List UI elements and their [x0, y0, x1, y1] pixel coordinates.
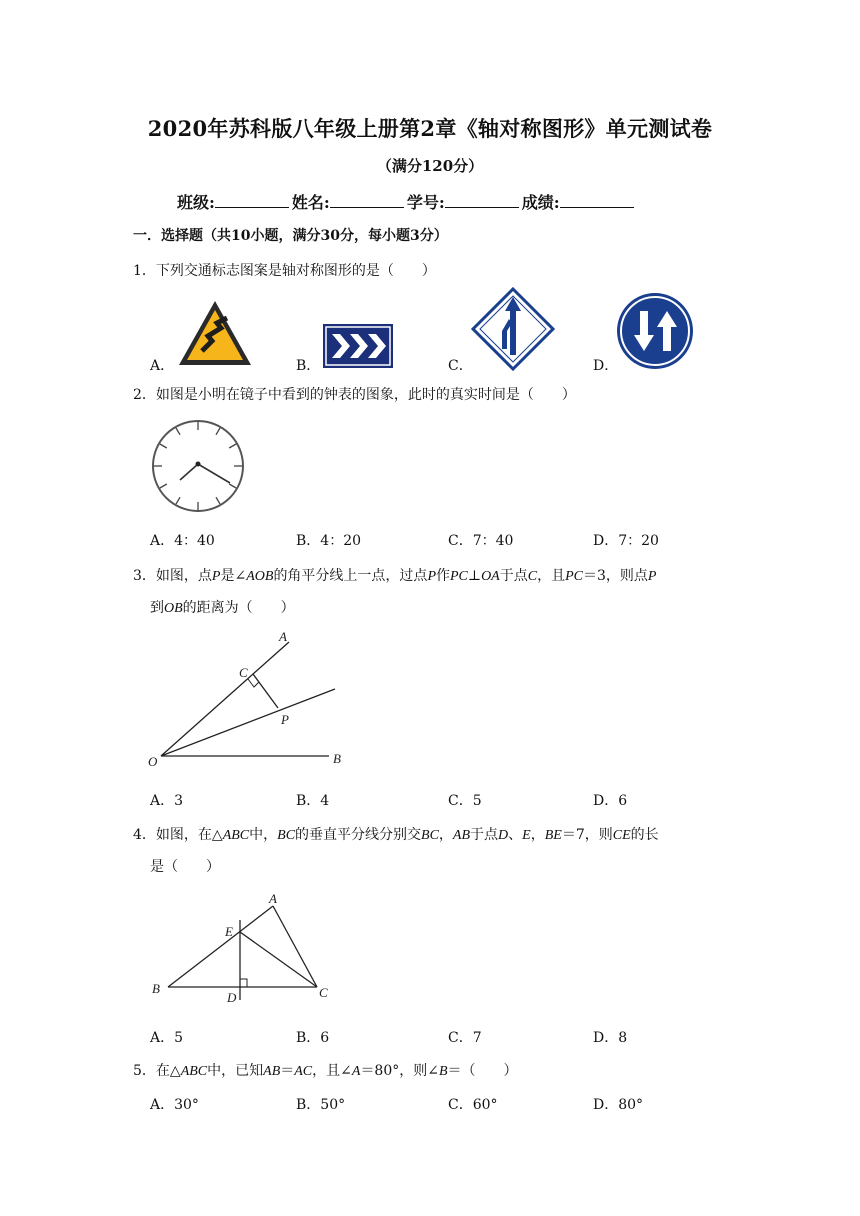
q5-option-a: A．30° [150, 1097, 199, 1113]
q4-sep: 、 [508, 827, 523, 843]
question-4-line-2: 是（ ） [150, 859, 220, 875]
q3-var: C [527, 569, 538, 584]
diagram-label-p: P [281, 712, 289, 727]
section-heading: 一．选择题（共10小题，满分30分，每小题3分） [133, 228, 448, 244]
warning-zigzag-sign-icon [176, 298, 254, 368]
page-title: 2020年苏科版八年级上册第2章《轴对称图形》单元测试卷 [147, 116, 713, 141]
diagram-label-a: A [279, 629, 287, 644]
diagram-label-b: B [152, 981, 160, 996]
q4-t4: ， [438, 827, 453, 843]
q4-t3: 的垂直平分线分别交 [295, 827, 422, 843]
mirror-clock-icon [150, 418, 246, 514]
question-4-line-1 [133, 824, 659, 844]
q4-var: D [498, 828, 509, 843]
q4-var: BC [277, 828, 296, 843]
q4-var: BC [421, 828, 439, 843]
q3-t1: 3．如图，点 [133, 568, 212, 584]
q4-option-c: C．7 [448, 1030, 482, 1046]
q5-var: B [438, 1064, 448, 1079]
q5-option-b: B．50° [296, 1097, 346, 1113]
q2-option-b: B．4：20 [296, 533, 362, 549]
question-3-line-1 [133, 565, 656, 585]
q3-option-c: C．5 [448, 793, 482, 809]
q5-t2: 中，已知 [207, 1063, 264, 1079]
q4-var: AB [452, 828, 471, 843]
class-label: 班级: [177, 193, 215, 212]
id-label: 学号: [406, 193, 445, 212]
angle-bisector-diagram [145, 626, 355, 772]
q5-t3: ，且∠ [312, 1063, 352, 1079]
q3-var: P [427, 569, 436, 584]
diagram-label-c: C [319, 985, 328, 1000]
q5-option-d: D．80° [593, 1097, 644, 1113]
q3-var: OA [481, 569, 500, 584]
q3-option-d: D．6 [593, 793, 628, 809]
q3-perp: ⊥ [467, 568, 482, 584]
q5-var: ABC [180, 1064, 208, 1079]
student-info-line [177, 190, 637, 213]
q3-option-b: B．4 [296, 793, 330, 809]
q3-var: AOB [246, 569, 274, 584]
q2-option-c: C．7：40 [448, 533, 514, 549]
triangle-perpendicular-bisector-diagram [148, 890, 338, 1008]
score-blank [560, 192, 634, 208]
question-1-text: 1．下列交通标志图案是轴对称图形的是（ ） [133, 263, 436, 279]
q5-var: AB [263, 1064, 281, 1079]
q4-t2: 中， [249, 827, 278, 843]
q3-var: OB [164, 601, 183, 616]
q3-t5: 于点 [499, 568, 528, 584]
q4-option-b: B．6 [296, 1030, 330, 1046]
q3-var: P [211, 569, 221, 584]
q3-var: PC [450, 569, 468, 584]
diagram-label-c: C [239, 665, 248, 680]
id-blank [445, 192, 519, 208]
class-blank [215, 192, 289, 208]
q1-option-d: D． [593, 358, 619, 374]
q4-var: E [522, 828, 531, 843]
diagram-label-e: E [225, 924, 233, 939]
q4-t8: 的长 [630, 827, 659, 843]
q4-var: ABC [222, 828, 250, 843]
q3-option-a: A．3 [150, 793, 184, 809]
q4-option-d: D．8 [593, 1030, 628, 1046]
q3-t6: ，且 [537, 568, 566, 584]
question-5-text [133, 1060, 518, 1080]
question-3-line-2 [150, 597, 295, 617]
diagram-label-o: O [148, 754, 158, 769]
name-blank [330, 192, 404, 208]
q3-t9: 的距离为（ ） [182, 600, 295, 616]
name-label: 姓名: [291, 193, 330, 212]
q3-t3: 的角平分线上一点，过点 [273, 568, 428, 584]
q3-t4: 作 [436, 568, 450, 584]
q3-var: PC [565, 569, 583, 584]
q4-option-a: A．5 [150, 1030, 184, 1046]
chevron-sign-icon [323, 324, 393, 368]
diagram-label-a: A [269, 891, 277, 906]
q4-t1: 4．如图，在△ [133, 827, 223, 843]
q4-t5: 于点 [470, 827, 499, 843]
q2-option-a: A．4：40 [150, 533, 215, 549]
q5-eq: ＝ [280, 1063, 295, 1079]
diagram-label-d: D [227, 990, 237, 1005]
merge-sign-icon [471, 287, 555, 371]
q5-t5: ＝（ ） [447, 1063, 518, 1079]
q3-var: P [647, 569, 657, 584]
q5-t1: 5．在△ [133, 1063, 181, 1079]
two-way-arrows-sign-icon [615, 291, 695, 371]
q3-t7: ＝3，则点 [582, 568, 648, 584]
score-label: 成绩: [521, 193, 560, 212]
q4-var: CE [612, 828, 631, 843]
q5-var: A [351, 1064, 361, 1079]
q4-t6: ， [530, 827, 545, 843]
question-2-text: 2．如图是小明在镜子中看到的钟表的图象，此时的真实时间是（ ） [133, 387, 576, 403]
score-subtitle: （满分120分） [376, 157, 484, 175]
q4-t7: ＝7，则 [561, 827, 613, 843]
q5-option-c: C．60° [448, 1097, 498, 1113]
q1-option-b: B． [296, 358, 321, 374]
q1-option-a: A． [150, 358, 175, 374]
q5-var: AC [294, 1064, 313, 1079]
q1-option-c: C． [448, 358, 473, 374]
q3-t2: 是∠ [220, 568, 247, 584]
q2-option-d: D．7：20 [593, 533, 659, 549]
diagram-label-b: B [333, 751, 341, 766]
q4-var: BE [544, 828, 562, 843]
q5-t4: ＝80°，则∠ [360, 1063, 439, 1079]
q3-t8: 到 [150, 600, 164, 616]
